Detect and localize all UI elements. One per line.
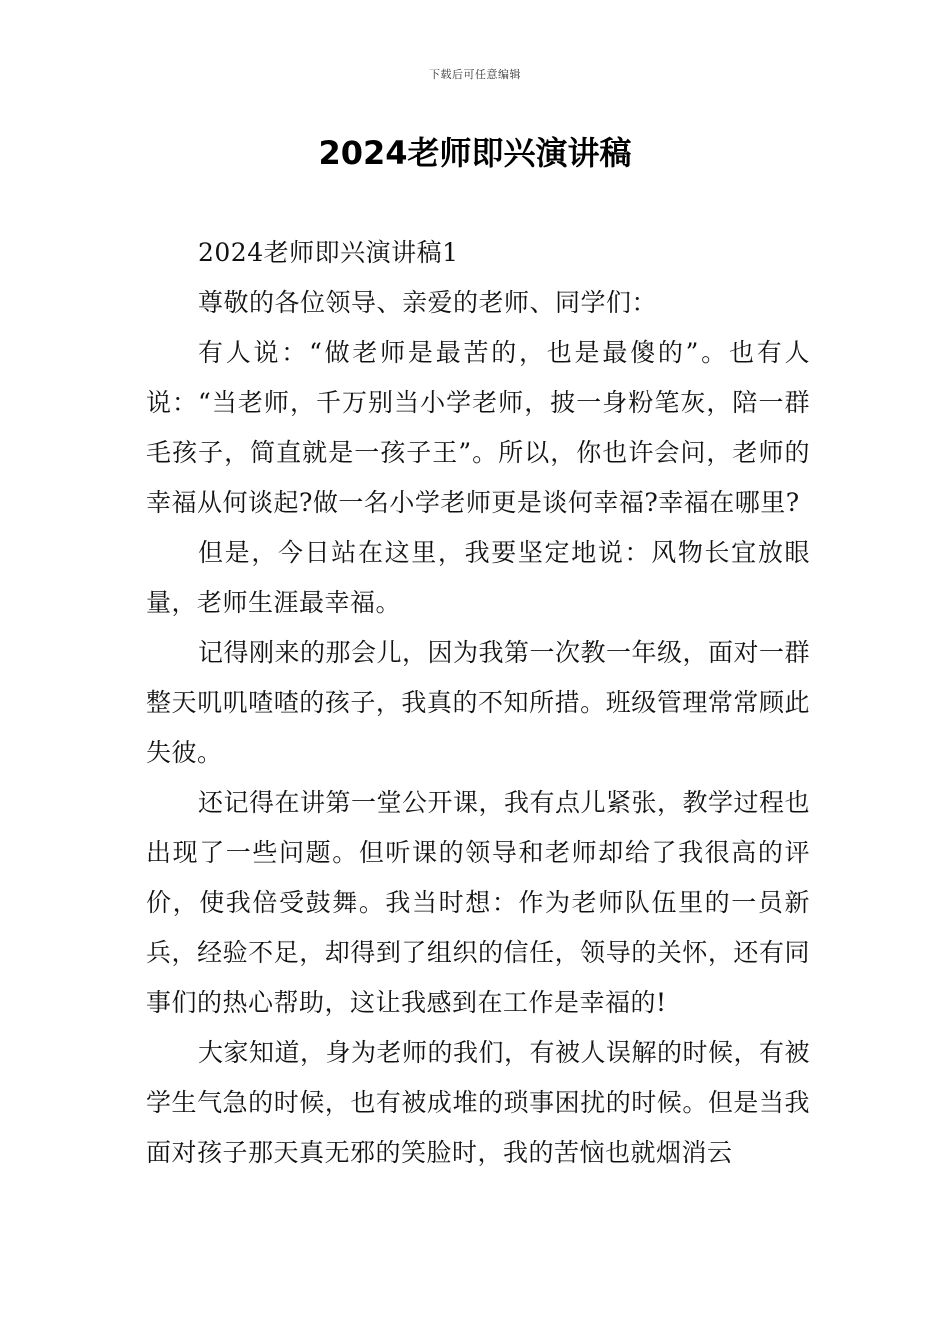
page-title: 2024老师即兴演讲稿 (318, 134, 632, 172)
subtitle-paragraph: 2024老师即兴演讲稿1 (198, 238, 459, 267)
body-text (146, 228, 810, 1178)
header-note: 下载后可任意编辑 (429, 68, 521, 81)
body-paragraph: 记得刚来的那会儿，因为我第一次教一年级，面对一群整天叽叽喳喳的孩子，我真的不知所措。班级管理常常顾此失彼。 (146, 638, 811, 767)
body-paragraph: 有人说：“做老师是最苦的，也是最傻的”。也有人说：“当老师，千万别当小学老师，披一身粉笔灰，陪一群毛孩子，简直就是一孩子王”。所以，你也许会问，老师的幸福从何谈起?做一名小学老师更是谈何幸福?幸福在哪里? (146, 338, 810, 517)
salutation-paragraph: 尊敬的各位领导、亲爱的老师、同学们： (198, 288, 658, 317)
body-paragraph: 还记得在讲第一堂公开课，我有点儿紧张，教学过程也出现了一些问题。但听课的领导和老师却给了我很高的评价，使我倍受鼓舞。我当时想：作为老师队伍里的一员新兵，经验不足，却得到了组织的信任，领导的关怀，还有同事们的热心帮助，这让我感到在工作是幸福的! (146, 788, 811, 1017)
body-paragraph: 但是，今日站在这里，我要坚定地说：风物长宜放眼量，老师生涯最幸福。 (146, 538, 810, 617)
body-paragraph: 大家知道，身为老师的我们，有被人误解的时候，有被学生气急的时候，也有被成堆的琐事困扰的时候。但是当我面对孩子那天真无邪的笑脸时，我的苦恼也就烟消云 (146, 1038, 811, 1167)
